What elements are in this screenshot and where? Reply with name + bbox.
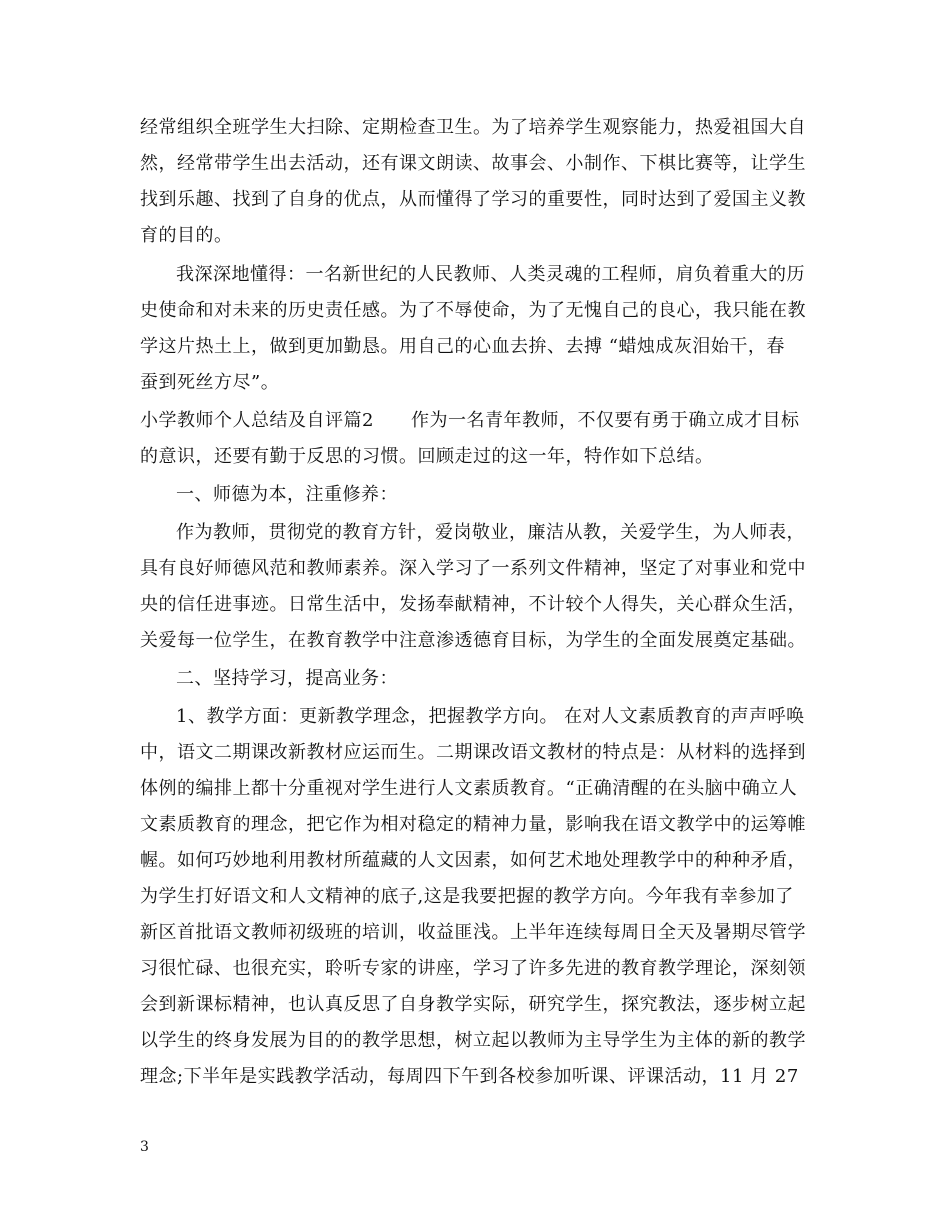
text-line: 习很忙碌、也很充实，聆听专家的讲座，学习了许多先进的教育教学理论，深刻领 — [140, 958, 806, 979]
text-line: 找到乐趣、找到了自身的优点，从而懂得了学习的重要性，同时达到了爱国主义教 — [140, 189, 806, 210]
text-line: 中，语文二期课改新教材应运而生。二期课改语文教材的特点是：从材料的选择到 — [140, 742, 806, 763]
section-heading-line: 小学教师个人总结及自评篇2 作为一名青年教师，不仅要有勇于确立成才目标 — [140, 410, 800, 431]
text-line: 理念;下半年是实践教学活动，每周四下午到各校参加听课、评课活动，11 月 27 — [140, 1066, 799, 1087]
text-line: 幄。如何巧妙地利用教材所蕴藏的人文因素，如何艺术地处理教学中的种种矛盾， — [140, 850, 806, 871]
text-line: 具有良好师德风范和教师素养。深入学习了一系列文件精神，坚定了对事业和党中 — [140, 558, 806, 579]
text-line: 史使命和对未来的历史责任感。为了不辱使命，为了无愧自己的良心，我只能在教 — [140, 300, 806, 321]
text-line: 以学生的终身发展为目的的教学思想，树立起以教师为主导学生为主体的新的教学 — [140, 1030, 806, 1051]
text-line: 1、教学方面：更新教学理念，把握教学方向。 在对人文素质教育的声声呼唤 — [176, 706, 805, 727]
text-line: 关爱每一位学生，在教育教学中注意渗透德育目标，为学生的全面发展奠定基础。 — [140, 630, 806, 651]
text-line: 央的信任进事迹。日常生活中，发扬奉献精神，不计较个人得失，关心群众生活， — [140, 594, 806, 615]
text-line: 新区首批语文教师初级班的培训，收益匪浅。上半年连续每周日全天及暑期尽管学 — [140, 922, 806, 943]
text-line: 会到新课标精神，也认真反思了自身教学实际，研究学生，探究教法，逐步树立起 — [140, 994, 806, 1015]
page-number: 3 — [140, 1139, 149, 1155]
text-line: 为学生打好语文和人文精神的底子,这是我要把握的教学方向。今年我有幸参加了 — [140, 886, 794, 907]
text-line: 体例的编排上都十分重视对学生进行人文素质教育。“正确清醒的在头脑中确立人 — [140, 778, 798, 799]
text-line: 经常组织全班学生大扫除、定期检查卫生。为了培养学生观察能力，热爱祖国大自 — [140, 117, 806, 138]
section-title: 二、坚持学习，提高业务： — [176, 668, 398, 689]
section-title: 一、师德为本，注重修养： — [176, 484, 398, 505]
text-line: 蚕到死丝方尽”。 — [140, 372, 280, 393]
text-line: 的意识，还要有勤于反思的习惯。回顾走过的这一年，特作如下总结。 — [140, 446, 714, 467]
text-line: 学这片热土上，做到更加勤恳。用自己的心血去拚、去搏 “蜡烛成灰泪始干，春 — [140, 336, 785, 357]
text-line: 然，经常带学生出去活动，还有课文朗读、故事会、小制作、下棋比赛等，让学生 — [140, 153, 806, 174]
text-line: 我深深地懂得：一名新世纪的人民教师、人类灵魂的工程师，肩负着重大的历 — [176, 264, 805, 285]
text-line: 作为教师，贯彻党的教育方针，爱岗敬业，廉洁从教，关爱学生，为人师表， — [176, 522, 805, 543]
text-line: 育的目的。 — [140, 225, 233, 246]
text-line: 文素质教育的理念，把它作为相对稳定的精神力量，影响我在语文教学中的运筹帷 — [140, 814, 806, 835]
